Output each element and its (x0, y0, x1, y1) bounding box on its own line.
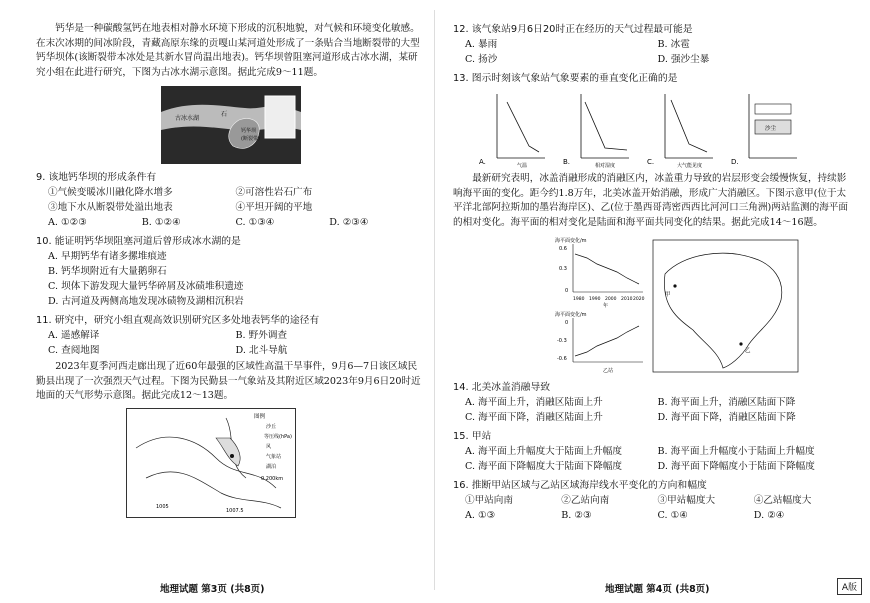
top-chart-title: 海平面变化/m (555, 238, 587, 244)
weather-map-figure (126, 408, 296, 518)
q13-axis-c: 大气能见度 (677, 163, 703, 169)
top-tick-2: 0 (565, 288, 569, 294)
q9-option-b[interactable]: B. ①②④ (141, 217, 181, 228)
q9-s1: ①气候变暖冰川融化降水增多 (48, 187, 173, 198)
q9-s2: ②可溶性岩石广布 (235, 187, 313, 198)
q11-stem: 11. 研究中，研究小组直观高效识别研究区多处地表钙华的途径有 (36, 315, 320, 326)
q9-stem: 9. 该地钙华坝的形成条件有 (36, 172, 157, 183)
q9-option-a[interactable]: A. ①②③ (48, 217, 87, 228)
left-footer: 地理试题 第3页 (共8页) (160, 584, 265, 595)
top-year-unit: 年 (603, 303, 609, 309)
top-year-1: 1990 (589, 297, 601, 302)
q10-option-b[interactable]: B. 钙华坝附近有大量鹅卵石 (48, 266, 167, 277)
q10-option-c[interactable]: C. 坝体下游发现大量钙华碎屑及冰碛堆积遗迹 (48, 281, 244, 292)
q14-option-a[interactable]: A. 海平面上升，消融区陆面上升 (465, 397, 603, 408)
q11-option-b[interactable]: B. 野外调查 (235, 330, 288, 341)
q14-option-d[interactable]: D. 海平面下降，消融区陆面下降 (657, 412, 796, 423)
q16-option-c[interactable]: C. ①④ (657, 510, 688, 521)
ice-lake-figure (161, 86, 301, 164)
right-footer: 地理试题 第4页 (共8页) (605, 584, 710, 595)
q12-option-c[interactable]: C. 扬沙 (465, 54, 498, 65)
q9-s3: ③地下水从断裂带处溢出地表 (48, 202, 173, 213)
q11-option-d[interactable]: D. 北斗导航 (235, 345, 288, 356)
q13-axis-a: 气温 (517, 163, 528, 169)
legend-title: 图例 (254, 413, 266, 420)
q9-option-d[interactable]: D. ②③④ (329, 217, 369, 228)
q13-label-a: A. (479, 158, 486, 166)
q13-label-d: D. (731, 158, 739, 166)
sea-level-figure (553, 234, 803, 376)
q13-stem: 13. 图示时刻该气象站气象要素的垂直变化正确的是 (453, 73, 678, 84)
legend-l2: 等压线(hPa) (264, 433, 292, 440)
legend-l3: 风 (266, 443, 272, 450)
q10-option-a[interactable]: A. 早期钙华有诸多摞堆痕迹 (48, 251, 167, 262)
q15-option-b[interactable]: B. 海平面上升幅度小于陆面上升幅度 (657, 446, 815, 457)
q16-s2: ②乙站向南 (561, 495, 610, 506)
q16-option-d[interactable]: D. ②④ (753, 510, 785, 521)
q15-stem: 15. 甲站 (453, 431, 492, 442)
legend-label-1: 钙华坝 (241, 128, 257, 134)
right-page (435, 0, 870, 603)
legend-l1: 沙丘 (266, 423, 277, 430)
vertical-change-figure (477, 88, 807, 170)
top-tick-1: 0.3 (559, 266, 567, 272)
q11-option-c[interactable]: C. 查阅地图 (48, 345, 100, 356)
q14-option-c[interactable]: C. 海平面下降，消融区陆面上升 (465, 412, 603, 423)
q10-option-d[interactable]: D. 古河道及两侧高地发现冰碛物及湖相沉积岩 (48, 296, 244, 307)
map-station-b: 乙 (745, 348, 751, 354)
q16-option-a[interactable]: A. ①③ (465, 510, 496, 521)
q16-s1: ①甲站向南 (465, 495, 513, 506)
q13-label-c: C. (647, 158, 655, 166)
legend-l5: 湖泊 (266, 463, 277, 470)
isobar-2: 1007.5 (226, 507, 244, 514)
lake-label: 古冰水湖 (175, 115, 200, 122)
q16-s3: ③甲站幅度大 (657, 495, 716, 506)
q12-option-b[interactable]: B. 冰雹 (657, 39, 690, 50)
top-year-2: 2000 (605, 297, 617, 302)
q9-option-c[interactable]: C. ①③④ (235, 217, 275, 228)
q10-stem: 10. 能证明钙华坝阻塞河道后曾形成冰水湖的是 (36, 236, 241, 247)
top-years: 1980 (573, 297, 585, 302)
intro-passage: 钙华是一种碳酸氢钙在地表相对静水环境下形成的沉积地貌，对气候和环境变化敏感。在末次冰期的间冰阶段，青藏高原东缘的贡嘎山某河道处形成了一条贴合当地断裂带的大型钙华坝体(该断裂带本冰处是其新水冒尚温出地表)。钙华坝曾阻塞河道形成古冰水湖，某研究小组在此进行研究，下图为古冰水湖示意图。据此完成9～11题。 (36, 23, 420, 78)
top-year-3: 2010 (621, 297, 633, 302)
sea-level-passage: 最新研究表明，冰盖消融形成的消融区内，冰盖重力导致的岩层形变会缓慢恢复，持续影响海平面的变化。距今约1.8万年，北美冰盖开始消融，形成广大消融区。下图示意甲(位于太平洋北部阿拉斯加的墨岩海岸区)、乙(位于墨西哥湾密西西比河河口三角洲)两站监测的海平面的相对变化。海平面的相对变化是陆面和海平面共同变化的结果。据此完成14～16题。 (453, 173, 848, 228)
legend-l4: 气象站 (266, 453, 282, 460)
q13-label-b: B. (563, 158, 571, 166)
stone-label: 石 (221, 111, 228, 118)
q13-axis-d: 沙尘 (765, 126, 777, 132)
q16-stem: 16. 推断甲站区域与乙站区域海岸线水平变化的方向和幅度 (453, 480, 707, 491)
weather-passage: 2023年夏季河西走廊出现了近60年最强的区域性高温干旱事件，9月6—7日该区域民勤县出现了一次强烈天气过程。下图为民勤县一气象站及其附近区域2023年9月6日20时近地面的天气形势示意图。据此完成12～13题。 (36, 361, 421, 401)
bottom-chart-title: 海平面变化/m (555, 312, 587, 318)
bottom-tick-2: -0.6 (557, 356, 567, 362)
bottom-station-name: 乙站 (603, 368, 614, 374)
q15-option-d[interactable]: D. 海平面下降幅度小于陆面下降幅度 (657, 461, 815, 472)
bottom-tick-1: -0.3 (557, 338, 567, 344)
legend-label-2: (断裂带) (241, 136, 260, 142)
q15-option-a[interactable]: A. 海平面上升幅度大于陆面上升幅度 (465, 446, 622, 457)
q12-stem: 12. 该气象站9月6日20时正在经历的天气过程最可能是 (453, 24, 693, 35)
q15-option-c[interactable]: C. 海平面下降幅度大于陆面下降幅度 (465, 461, 623, 472)
q12-option-d[interactable]: D. 强沙尘暴 (657, 54, 710, 65)
scale-bar: 0 200km (261, 475, 284, 482)
isobar-1: 1005 (156, 503, 169, 510)
version-badge: A版 (837, 578, 862, 595)
q16-option-b[interactable]: B. ②③ (561, 510, 592, 521)
q16-s4: ④乙站幅度大 (753, 495, 812, 506)
q13-axis-b: 相对湿度 (595, 163, 616, 169)
top-tick-0: 0.6 (559, 246, 567, 252)
bottom-tick-0: 0 (565, 320, 569, 326)
q11-option-a[interactable]: A. 遥感解译 (48, 330, 100, 341)
q12-option-a[interactable]: A. 暴雨 (465, 39, 498, 50)
map-station-a: 甲 (665, 292, 671, 298)
q14-stem: 14. 北美冰盖消融导致 (453, 382, 551, 393)
q9-s4: ④平坦开阔的平地 (235, 202, 313, 213)
top-year-4: 2020 (633, 297, 645, 302)
q14-option-b[interactable]: B. 海平面上升，消融区陆面下降 (657, 397, 796, 408)
